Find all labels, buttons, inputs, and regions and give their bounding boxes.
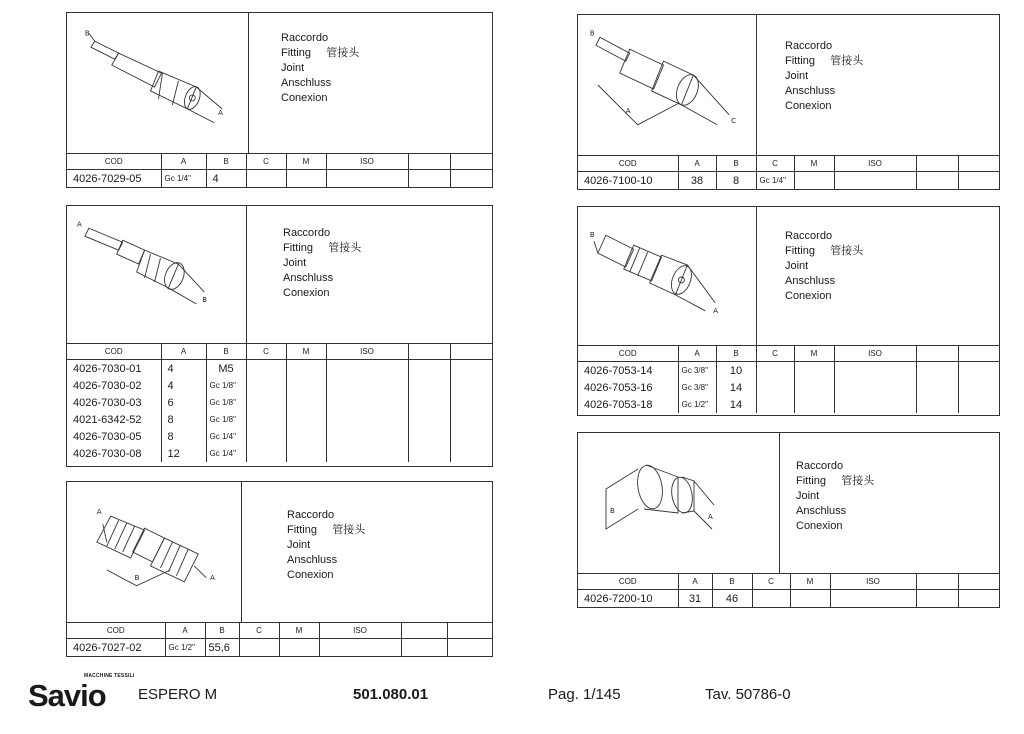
name-italian: Raccordo [283,227,331,239]
table-row [67,639,492,657]
cell-cod: 4026-7030-05 [67,428,161,445]
cell-cod: 4026-7100-10 [578,172,678,190]
cell-b: 14 [716,396,756,413]
part-card-4026-7029 [66,12,493,188]
name-french: Anschluss [283,272,334,284]
part-names [785,229,863,304]
part-card-4026-7100 [577,14,1000,190]
part-names [796,459,874,534]
header-a: A [678,156,716,172]
header-iso: ISO [326,154,408,170]
name-french: Anschluss [785,275,836,287]
name-french: Anschluss [796,505,847,517]
header-b: B [206,154,246,170]
header-a: A [165,623,205,639]
cell-b: 14 [716,379,756,396]
part-card-4026-7030 [66,205,493,467]
name-english: Fitting [281,47,311,59]
table-header-row [578,346,999,362]
part-card-4026-7027 [66,481,493,657]
dimension-label: A [210,573,215,582]
part-card-4026-7200 [577,432,1000,608]
name-spanish: Conexion [281,92,328,104]
page-footer [0,673,1024,716]
name-italian: Raccordo [785,230,833,242]
cell-a: 6 [161,394,206,411]
dimension-label: B [84,29,90,38]
name-spanish: Conexion [796,520,843,532]
cell-a: Gc 3/8" [678,379,716,396]
name-italian: Raccordo [785,40,833,52]
model-name: ESPERO M [138,686,218,703]
header-b: B [716,346,756,362]
table-row [578,379,999,396]
dimension-label: A [76,220,82,229]
table-row [67,360,492,378]
name-spanish: Conexion [785,100,832,112]
part-drawing [578,207,757,345]
part-names [283,226,361,301]
cell-b: Gc 1/8" [206,394,246,411]
cell-b: 55,6 [205,639,239,657]
fitting-straight-drawing [67,13,248,153]
header-b: B [206,344,246,360]
name-chinese: 管接头 [830,55,864,67]
part-table [67,153,492,187]
header-c: C [756,346,794,362]
part-drawing [578,15,757,155]
table-row [578,590,999,608]
name-chinese: 管接头 [326,47,360,59]
cell-a: 38 [678,172,716,190]
cell-cod: 4021-6342-52 [67,411,161,428]
table-row [67,394,492,411]
header-m: M [794,156,834,172]
cell-a: Gc 3/8" [678,362,716,380]
header-a: A [161,344,206,360]
header-c: C [756,156,794,172]
fitting-barb-nut-drawing [578,207,756,345]
cell-b: 10 [716,362,756,380]
header-c: C [246,344,286,360]
cell-b: Gc 1/8" [206,377,246,394]
header-iso: ISO [326,344,408,360]
name-english: Fitting [785,245,815,257]
part-table [578,155,999,189]
header-c: C [246,154,286,170]
table-row [578,396,999,413]
cell-cod: 4026-7030-01 [67,360,161,378]
cell-cod: 4026-7200-10 [578,590,678,608]
header-b: B [205,623,239,639]
part-table [67,622,492,656]
header-a: A [161,154,206,170]
table-header-row [67,154,492,170]
part-names [785,39,863,114]
brand-tagline: MACCHINE TESSILI [84,673,135,679]
part-names [281,31,359,106]
name-italian: Raccordo [281,32,329,44]
cell-a: 4 [161,377,206,394]
name-german: Joint [785,260,809,272]
name-chinese: 管接头 [841,475,875,487]
cell-c: Gc 1/4" [756,172,794,190]
name-french: Anschluss [785,85,836,97]
dimension-label: C [731,116,736,125]
header-c: C [239,623,279,639]
cell-a: Gc 1/4" [161,170,206,188]
name-german: Joint [287,539,311,551]
part-table [578,573,999,607]
cell-b: 4 [206,170,246,188]
dimension-label: A [708,513,713,521]
dimension-label: B [589,29,595,38]
header-m: M [794,346,834,362]
table-header-row [67,623,492,639]
fitting-adapter-drawing [578,433,768,573]
header-iso: ISO [834,346,916,362]
header-iso: ISO [834,156,916,172]
table-row [578,172,999,190]
name-chinese: 管接头 [332,524,366,536]
table-row [67,428,492,445]
header-cod: COD [578,346,678,362]
part-drawing [67,206,247,343]
cell-a: Gc 1/2" [678,396,716,413]
table-row [67,411,492,428]
name-spanish: Conexion [283,287,330,299]
dimension-label: B [202,295,208,304]
dimension-label: B [589,231,595,240]
cell-b: Gc 1/4" [206,428,246,445]
header-cod: COD [578,574,678,590]
cell-a: 31 [678,590,712,608]
cell-cod: 4026-7053-14 [578,362,678,380]
name-english: Fitting [287,524,317,536]
part-drawing [67,13,249,153]
part-table [67,343,492,462]
brand-logo [28,673,135,713]
table-row [67,445,492,462]
dimension-label: A [713,306,719,315]
table-header-row [67,344,492,360]
header-m: M [286,344,326,360]
header-a: A [678,574,712,590]
header-m: M [790,574,830,590]
table-row [67,377,492,394]
name-english: Fitting [796,475,826,487]
cell-a: Gc 1/2" [165,639,205,657]
cell-cod: 4026-7030-08 [67,445,161,462]
name-english: Fitting [785,55,815,67]
name-french: Anschluss [287,554,338,566]
table-row [67,170,492,188]
header-b: B [716,156,756,172]
table-header-row [578,574,999,590]
dimension-label: B [610,507,615,515]
header-a: A [678,346,716,362]
name-french: Anschluss [281,77,332,89]
name-spanish: Conexion [287,569,334,581]
page-number: Pag. 1/145 [548,686,621,703]
header-cod: COD [67,154,161,170]
name-chinese: 管接头 [830,245,864,257]
cell-b: M5 [206,360,246,378]
fitting-hose-drawing [67,206,246,343]
name-german: Joint [283,257,307,269]
name-german: Joint [785,70,809,82]
cell-a: 12 [161,445,206,462]
part-drawing [578,433,768,573]
table-number: Tav. 50786-0 [705,686,791,703]
cell-b: 8 [716,172,756,190]
part-names [287,508,365,583]
cell-cod: 4026-7030-02 [67,377,161,394]
dimension-label: A [625,106,631,115]
dimension-label: A [218,108,223,117]
header-cod: COD [67,344,161,360]
header-c: C [752,574,790,590]
cell-b: Gc 1/4" [206,445,246,462]
name-spanish: Conexion [785,290,832,302]
header-m: M [286,154,326,170]
cell-cod: 4026-7030-03 [67,394,161,411]
cell-a: 8 [161,411,206,428]
document-code: 501.080.01 [353,686,429,703]
name-german: Joint [796,490,820,502]
header-iso: ISO [830,574,916,590]
cell-b: 46 [712,590,752,608]
name-chinese: 管接头 [328,242,362,254]
cell-cod: 4026-7053-18 [578,396,678,413]
part-table [578,345,999,413]
table-header-row [578,156,999,172]
name-english: Fitting [283,242,313,254]
cell-a: 8 [161,428,206,445]
dimension-label: B [134,573,140,582]
name-italian: Raccordo [796,460,844,472]
part-card-4026-7053 [577,206,1000,416]
cell-cod: 4026-7053-16 [578,379,678,396]
header-b: B [712,574,752,590]
cell-b: Gc 1/8" [206,411,246,428]
table-row [578,362,999,380]
part-drawing [67,482,242,622]
header-cod: COD [578,156,678,172]
fitting-nipple-drawing [578,15,756,155]
header-m: M [279,623,319,639]
cell-cod: 4026-7027-02 [67,639,165,657]
header-cod: COD [67,623,165,639]
fitting-double-barb-drawing [67,482,241,622]
cell-a: 4 [161,360,206,378]
name-italian: Raccordo [287,509,335,521]
cell-cod: 4026-7029-05 [67,170,161,188]
dimension-label: A [96,508,102,517]
brand-name: Savio [28,678,106,713]
name-german: Joint [281,62,305,74]
header-iso: ISO [319,623,401,639]
